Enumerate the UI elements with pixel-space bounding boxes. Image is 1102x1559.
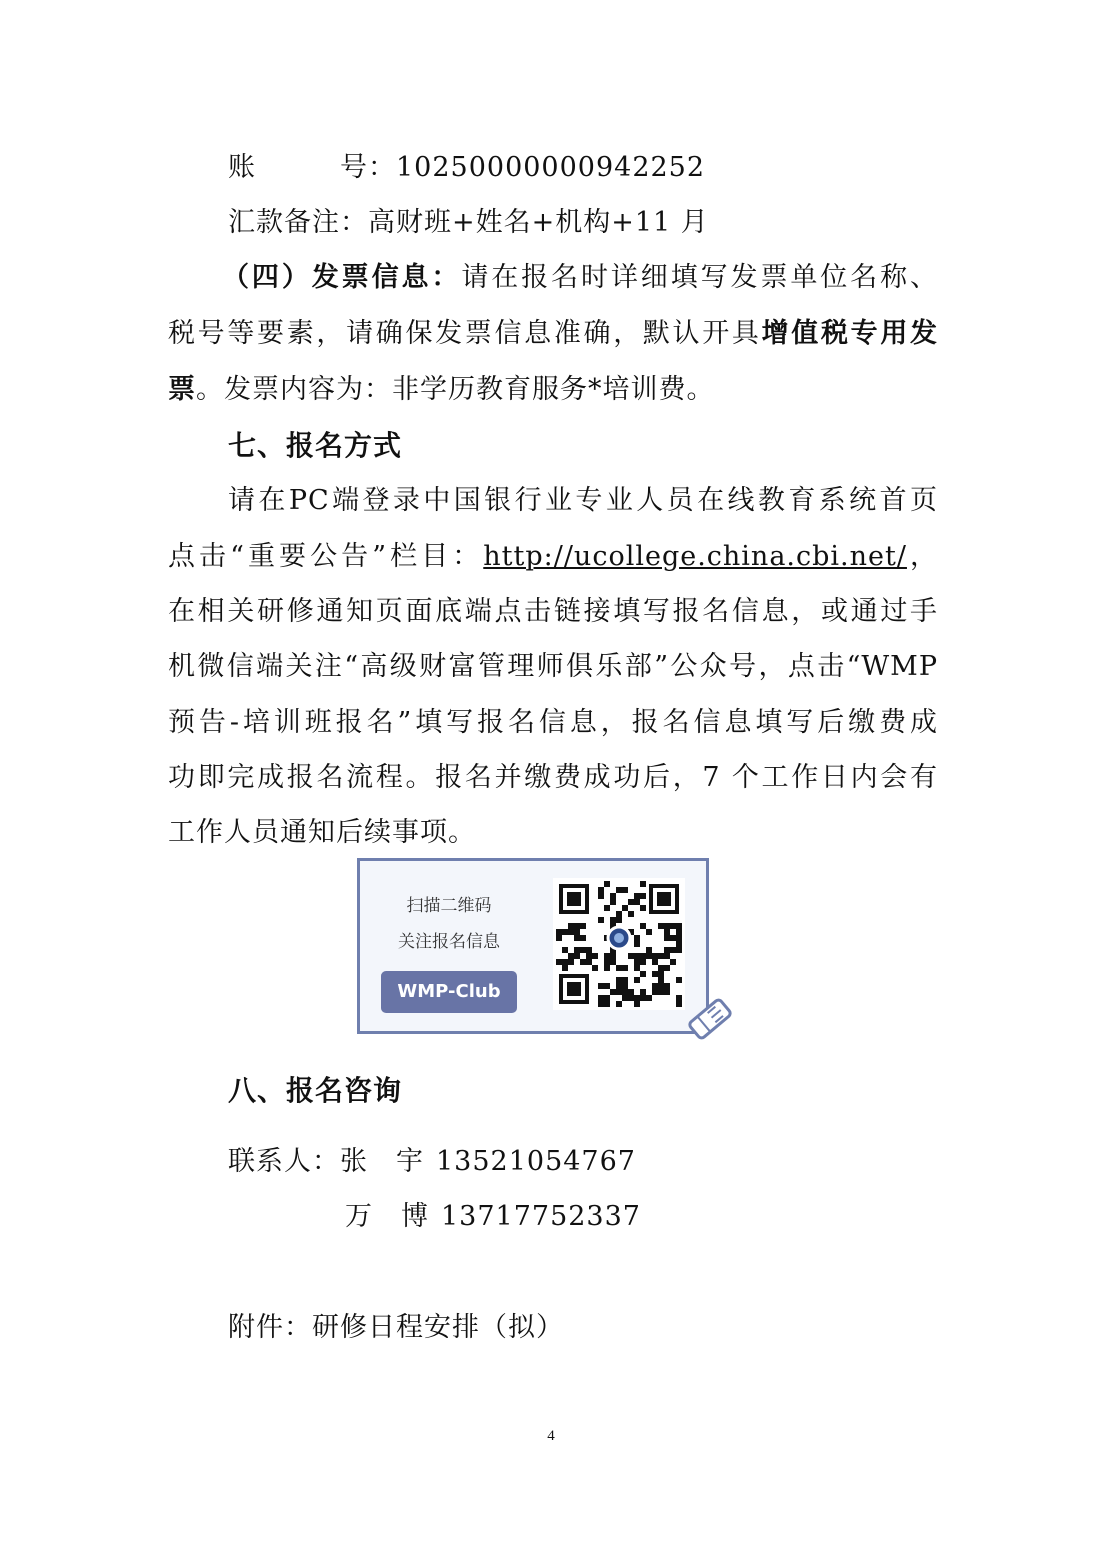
- contact-label: 联系人：: [228, 1146, 340, 1177]
- ucollege-link[interactable]: http://ucollege.china.cbi.net/: [483, 541, 907, 572]
- section7-text-2: 点击“重要公告”栏目：: [168, 541, 484, 572]
- invoice-bold-3: 票: [168, 374, 196, 405]
- invoice-text-2: 税号等要素，请确保发票信息准确，默认开具: [168, 318, 762, 349]
- attachment-line: 附件：研修日程安排（拟）: [228, 1312, 564, 1343]
- qr-code-icon[interactable]: [553, 878, 685, 1010]
- invoice-line-1: [222, 258, 938, 298]
- section7-line-6: 功即完成报名流程。报名并缴费成功后，7 个工作日内会有: [168, 762, 938, 793]
- contact-line-2: [345, 1197, 845, 1237]
- section7-comma: ，: [906, 541, 939, 572]
- section7-line-7: 工作人员通知后续事项。: [168, 817, 476, 848]
- wmp-club-button[interactable]: WMP-Club: [381, 971, 517, 1013]
- section7-line-1: 请在PC端登录中国银行业专业人员在线教育系统首页: [228, 485, 938, 516]
- invoice-text-1: 请在报名时详细填写发票单位名称、: [461, 262, 939, 293]
- qr-card-line-1: 扫描二维码: [406, 896, 492, 916]
- section7-line-5: 预告-培训班报名”填写报名信息，报名信息填写后缴费成: [168, 707, 938, 738]
- contact-phone-2[interactable]: 13717752337: [441, 1201, 641, 1232]
- section7-line-4: 机微信端关注“高级财富管理师俱乐部”公众号，点击“WMP: [168, 651, 938, 682]
- section7-title: 七、报名方式: [228, 429, 403, 462]
- qr-card-line-2: 关注报名信息: [398, 932, 500, 952]
- handshake-icon: [682, 995, 738, 1043]
- contact-line-1: [228, 1142, 938, 1182]
- invoice-bold-2: 增值税专用发: [761, 318, 939, 349]
- remark-label: 汇款备注：: [228, 207, 368, 238]
- account-line: [228, 148, 938, 188]
- section7-line-2: [168, 537, 938, 577]
- qr-card: [357, 858, 709, 1034]
- page-number: 4: [547, 1428, 555, 1444]
- remark-line: [228, 203, 938, 243]
- section8-title: 八、报名咨询: [228, 1074, 403, 1107]
- invoice-line-3: [168, 370, 938, 410]
- remark-value: 高财班+姓名+机构+11 月: [368, 207, 709, 238]
- contact-phone-1[interactable]: 13521054767: [436, 1146, 636, 1177]
- invoice-line-2: [168, 314, 938, 354]
- invoice-text-3: 。发票内容为：非学历教育服务*培训费。: [196, 374, 715, 405]
- account-value: 10250000000942252: [396, 152, 706, 183]
- contact-name-1: 张 宇: [340, 1146, 424, 1177]
- contact-name-2: 万 博: [345, 1201, 429, 1232]
- section7-line-3: 在相关研修通知页面底端点击链接填写报名信息，或通过手: [168, 596, 938, 627]
- account-label: 账 号：: [228, 152, 396, 183]
- invoice-heading: （四）发票信息：: [222, 262, 462, 293]
